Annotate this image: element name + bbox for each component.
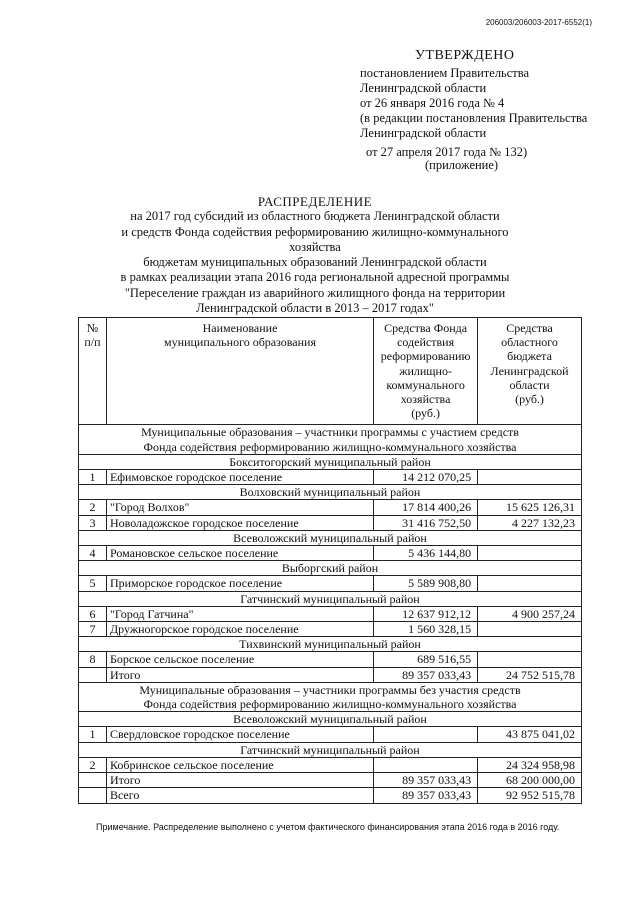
fund-amount: 5 589 908,80 bbox=[374, 576, 478, 591]
fund-amount: 5 436 144,80 bbox=[374, 546, 478, 561]
row-number: 4 bbox=[79, 546, 107, 561]
heading-line: на 2017 год субсидий из областного бюджета Ленинградской области bbox=[130, 209, 500, 224]
row-number: 8 bbox=[79, 652, 107, 667]
municipality-name: Свердловское городское поселение bbox=[106, 727, 373, 742]
table-row bbox=[79, 606, 582, 621]
fund-amount bbox=[374, 757, 478, 772]
district-row bbox=[79, 485, 582, 500]
district-row bbox=[79, 530, 582, 545]
distribution-table bbox=[78, 317, 582, 804]
municipality-name: Кобринское сельское поселение bbox=[106, 757, 373, 772]
approval-block bbox=[360, 48, 587, 173]
total-label: Итого bbox=[106, 773, 373, 788]
fund-amount: 14 212 070,25 bbox=[374, 470, 478, 485]
table-row bbox=[79, 500, 582, 515]
approval-line: постановлением Правительства bbox=[360, 66, 530, 80]
municipality-name: Ефимовское городское поселение bbox=[106, 470, 373, 485]
fund-amount: 31 416 752,50 bbox=[374, 515, 478, 530]
document-id: 206003/206003-2017-6552(1) bbox=[485, 18, 592, 27]
section-row bbox=[79, 425, 582, 454]
total-budget: 68 200 000,00 bbox=[478, 773, 582, 788]
total-fund: 89 357 033,43 bbox=[374, 773, 478, 788]
section-row bbox=[79, 682, 582, 711]
section-header: Муниципальные образования – участники программы с участием средств Фонда содействия реформированию жилищно-коммунального хозяйства bbox=[79, 425, 582, 454]
approval-title: УТВЕРЖДЕНО bbox=[415, 48, 515, 63]
fund-amount: 1 560 328,15 bbox=[374, 622, 478, 637]
municipality-name: Дружногорское городское поселение bbox=[106, 622, 373, 637]
table-row bbox=[79, 622, 582, 637]
approval-line: Ленинградской области bbox=[360, 81, 487, 95]
fund-amount: 17 814 400,26 bbox=[374, 500, 478, 515]
municipality-name: "Город Волхов" bbox=[106, 500, 373, 515]
approval-appendix: (приложение) bbox=[425, 158, 499, 172]
district-name: Волховский муниципальный район bbox=[79, 485, 582, 500]
fund-amount: 689 516,55 bbox=[374, 652, 478, 667]
municipality-name: Новоладожское городское поселение bbox=[106, 515, 373, 530]
total-budget: 24 752 515,78 bbox=[478, 667, 582, 682]
total-budget: 92 952 515,78 bbox=[478, 788, 582, 803]
district-name: Всеволожский муниципальный район bbox=[79, 530, 582, 545]
heading-line: в рамках реализации этапа 2016 года региональной адресной программы bbox=[120, 270, 510, 285]
approval-line: от 26 января 2016 года № 4 bbox=[360, 96, 505, 110]
row-number: 1 bbox=[79, 470, 107, 485]
heading-line: Ленинградской области в 2013 – 2017 годах" bbox=[196, 301, 434, 316]
municipality-name: Борское сельское поселение bbox=[106, 652, 373, 667]
heading-line: бюджетам муниципальных образований Ленинградской области bbox=[143, 255, 487, 270]
section-header: Муниципальные образования – участники программы без участия средств Фонда содействия реформированию жилищно-коммунального хозяйства bbox=[79, 682, 582, 711]
district-name: Всеволожский муниципальный район bbox=[79, 712, 582, 727]
district-row bbox=[79, 742, 582, 757]
row-number: 5 bbox=[79, 576, 107, 591]
row-number: 7 bbox=[79, 622, 107, 637]
table-row bbox=[79, 757, 582, 772]
footnote: Примечание. Распределение выполнено с учетом фактического финансирования этапа 2016 года в 2016 году. bbox=[96, 822, 560, 832]
budget-amount bbox=[478, 652, 582, 667]
district-name: Тихвинский муниципальный район bbox=[79, 637, 582, 652]
budget-amount: 24 324 958,98 bbox=[478, 757, 582, 772]
district-row bbox=[79, 561, 582, 576]
district-name: Бокситогорский муниципальный район bbox=[79, 454, 582, 469]
document-heading bbox=[95, 194, 535, 316]
header-num: № п/п bbox=[79, 318, 107, 425]
table-header-row bbox=[79, 318, 582, 425]
approval-line: (в редакции постановления Правительства bbox=[360, 111, 588, 125]
fund-amount bbox=[374, 727, 478, 742]
header-fund: Средства Фонда содействия реформированию жилищно- коммунального хозяйства (руб.) bbox=[374, 318, 478, 425]
row-number: 6 bbox=[79, 606, 107, 621]
table-row bbox=[79, 546, 582, 561]
total-label: Итого bbox=[106, 667, 373, 682]
fund-amount: 12 637 912,12 bbox=[374, 606, 478, 621]
district-name: Выборгский район bbox=[79, 561, 582, 576]
budget-amount: 4 900 257,24 bbox=[478, 606, 582, 621]
table-row bbox=[79, 652, 582, 667]
budget-amount: 4 227 132,23 bbox=[478, 515, 582, 530]
district-name: Гатчинский муниципальный район bbox=[79, 742, 582, 757]
table-row bbox=[79, 727, 582, 742]
heading-line: и средств Фонда содействия реформированию жилищно-коммунального хозяйства bbox=[121, 224, 509, 254]
approval-date-line: от 27 апреля 2017 года № 132) bbox=[366, 145, 528, 159]
row-number: 1 bbox=[79, 727, 107, 742]
budget-amount bbox=[478, 576, 582, 591]
municipality-name: "Город Гатчина" bbox=[106, 606, 373, 621]
municipality-name: Приморское городское поселение bbox=[106, 576, 373, 591]
table-row bbox=[79, 576, 582, 591]
total-row bbox=[79, 788, 582, 803]
row-number: 3 bbox=[79, 515, 107, 530]
budget-amount bbox=[478, 470, 582, 485]
district-row bbox=[79, 591, 582, 606]
row-number: 2 bbox=[79, 757, 107, 772]
total-fund: 89 357 033,43 bbox=[374, 667, 478, 682]
district-row bbox=[79, 712, 582, 727]
table-row bbox=[79, 470, 582, 485]
row-number: 2 bbox=[79, 500, 107, 515]
heading-title: РАСПРЕДЕЛЕНИЕ bbox=[257, 194, 373, 209]
budget-amount: 43 875 041,02 bbox=[478, 727, 582, 742]
total-fund: 89 357 033,43 bbox=[374, 788, 478, 803]
district-row bbox=[79, 637, 582, 652]
total-label: Всего bbox=[106, 788, 373, 803]
table-row bbox=[79, 515, 582, 530]
budget-amount: 15 625 126,31 bbox=[478, 500, 582, 515]
header-name: Наименование муниципального образования bbox=[106, 318, 373, 425]
heading-line: "Переселение граждан из аварийного жилищного фонда на территории bbox=[124, 285, 506, 300]
approval-line: Ленинградской области bbox=[360, 126, 487, 140]
budget-amount bbox=[478, 546, 582, 561]
district-name: Гатчинский муниципальный район bbox=[79, 591, 582, 606]
district-row bbox=[79, 454, 582, 469]
budget-amount bbox=[478, 622, 582, 637]
municipality-name: Романовское сельское поселение bbox=[106, 546, 373, 561]
total-row bbox=[79, 773, 582, 788]
total-row bbox=[79, 667, 582, 682]
header-budget: Средства областного бюджета Ленинградской области (руб.) bbox=[478, 318, 582, 425]
